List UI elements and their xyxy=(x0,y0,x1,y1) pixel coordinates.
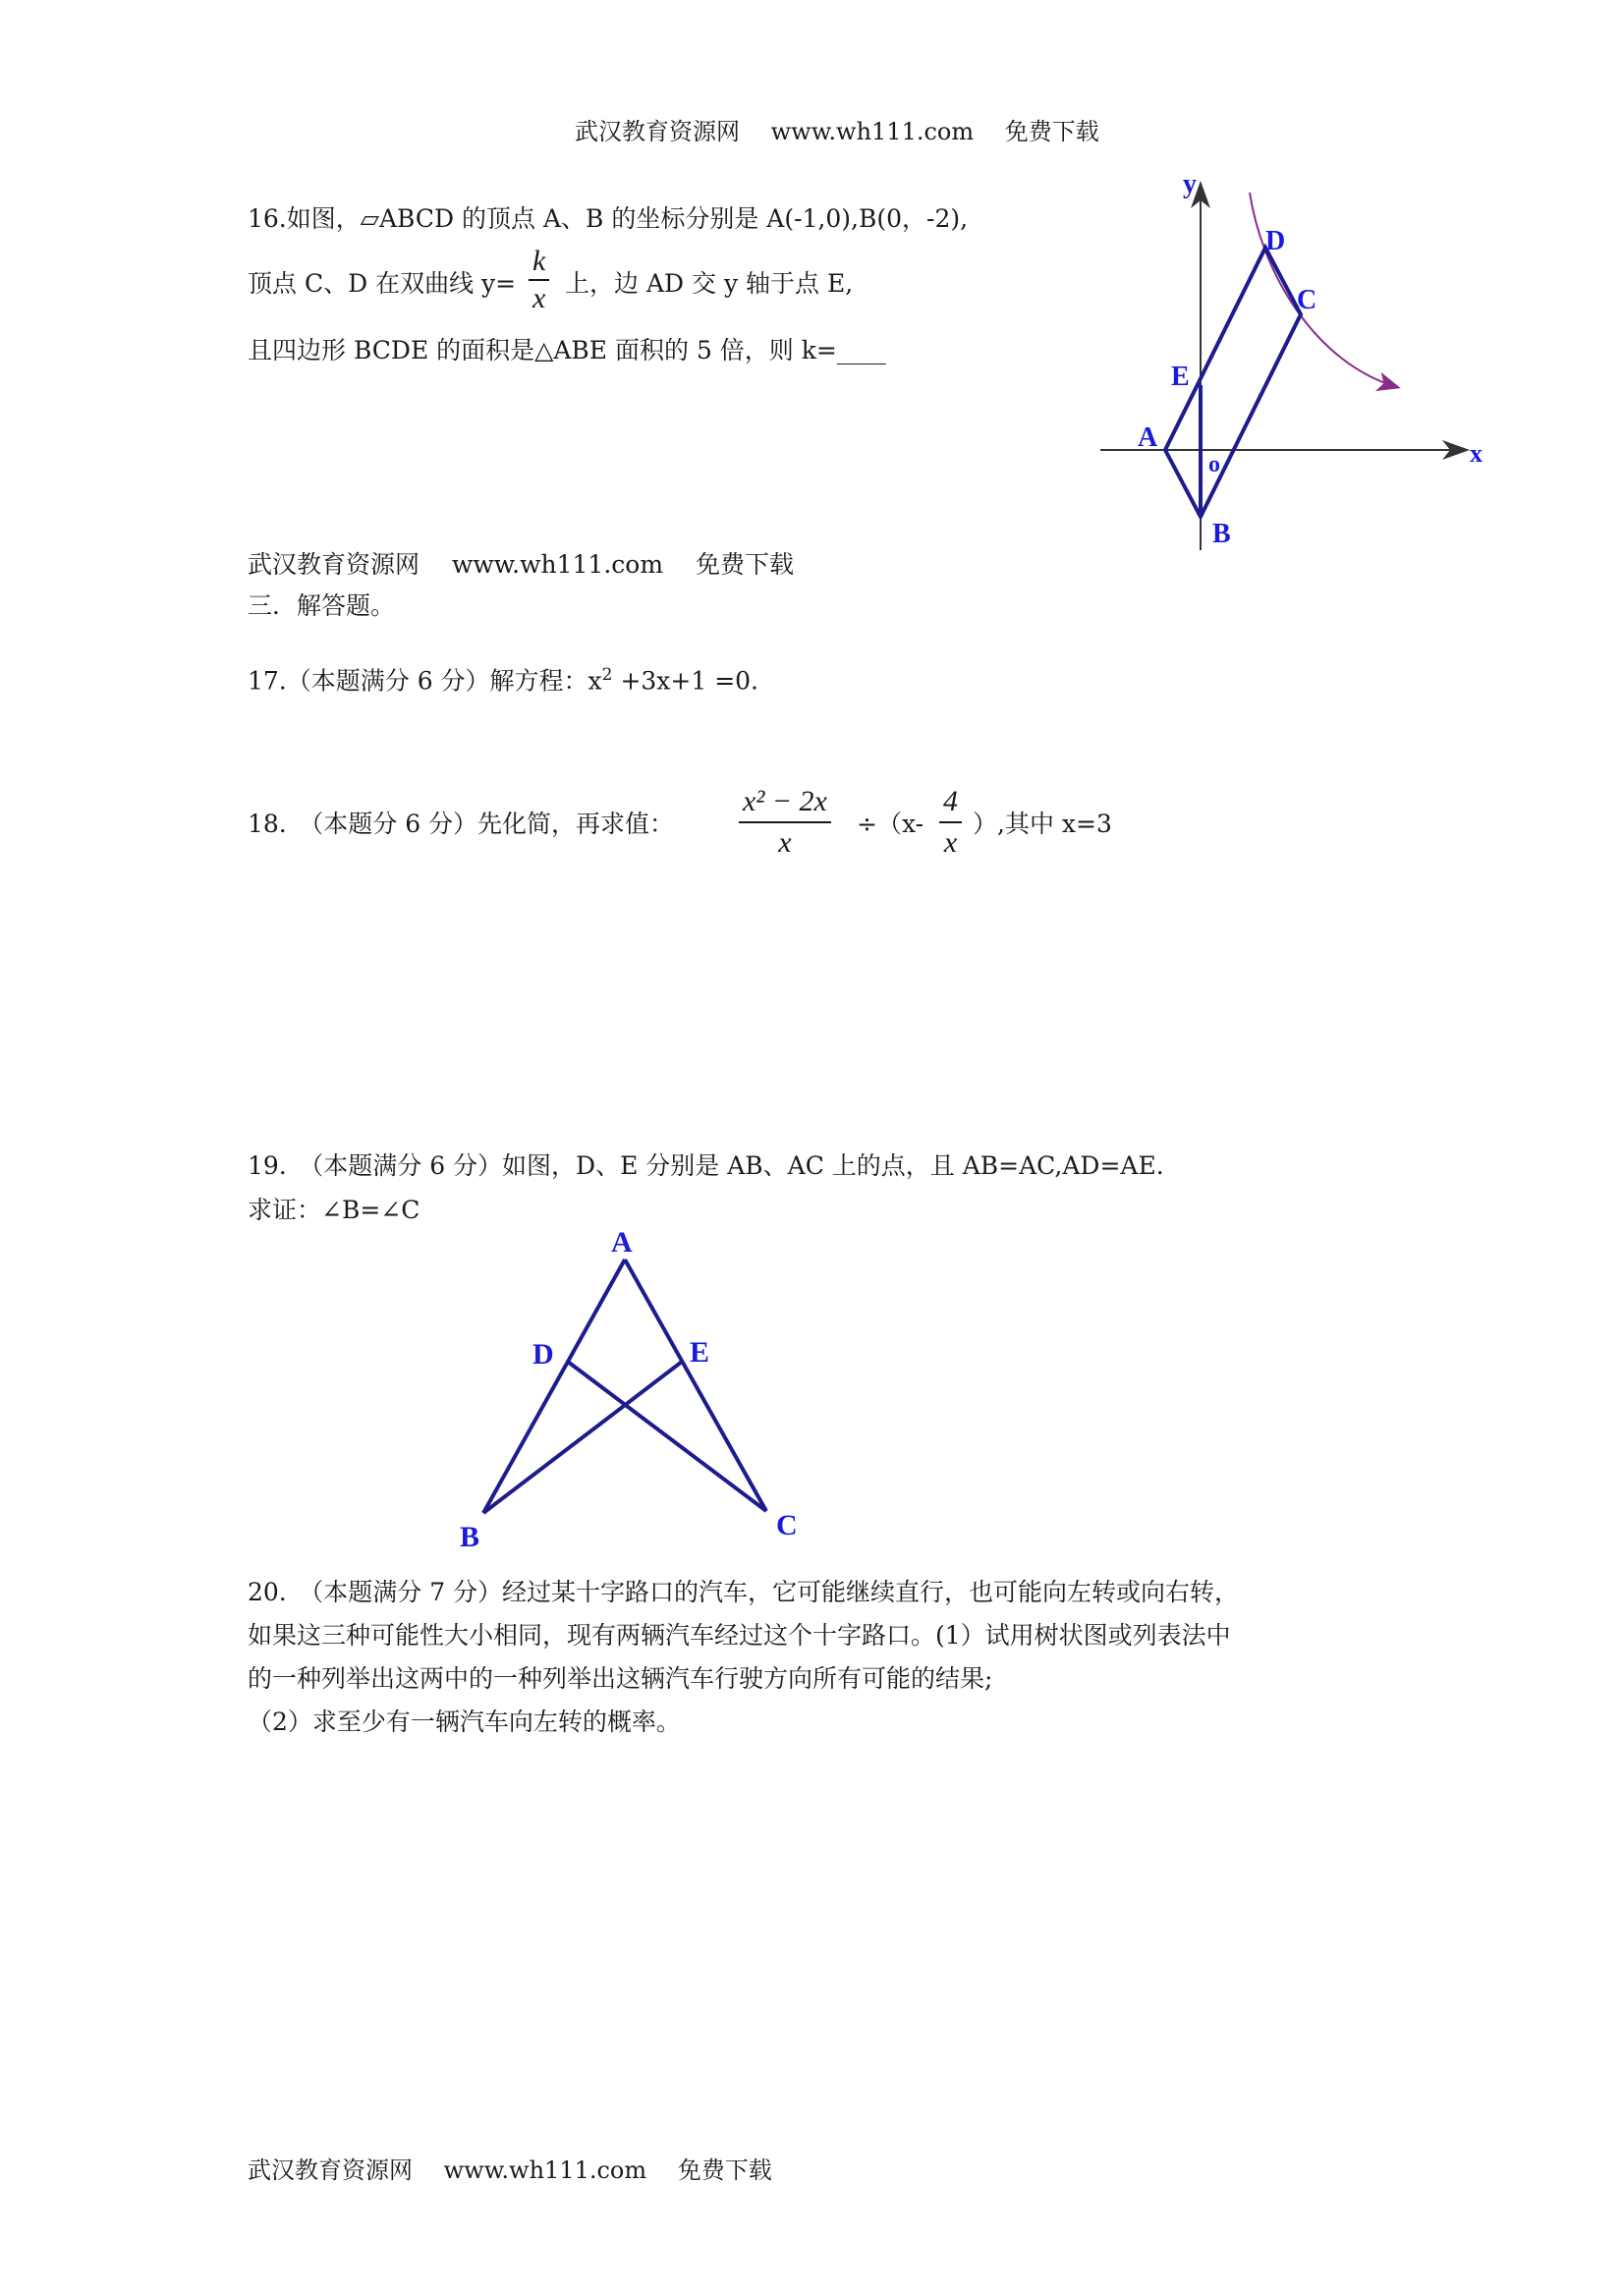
label-a: A xyxy=(611,1226,633,1259)
q20-line3: 的一种列举出这两中的一种列举出这辆汽车行驶方向所有可能的结果; xyxy=(248,1664,993,1693)
label-c: C xyxy=(776,1509,798,1541)
q16-fraction-den: x xyxy=(532,282,546,314)
q16-line2-pre: 顶点 C、D 在双曲线 y= xyxy=(248,269,517,298)
label-e: E xyxy=(690,1336,710,1369)
page-header: 武汉教育资源网 www.wh111.com 免费下载 xyxy=(575,118,1099,145)
label-a: A xyxy=(1138,422,1158,453)
q18-fraction2-num: 4 xyxy=(939,782,962,823)
hyperbola-curve xyxy=(1250,193,1397,387)
q16-line1: 16.如图，▱ABCD 的顶点 A、B 的坐标分别是 A(-1,0),B(0，-2), xyxy=(248,204,969,233)
q18-post: ）,其中 x=3 xyxy=(973,810,1112,838)
label-o: o xyxy=(1208,452,1220,477)
label-c: C xyxy=(1297,285,1317,315)
q18-mid: ÷（x- xyxy=(857,810,924,838)
q17-sup: 2 xyxy=(601,665,613,685)
label-e: E xyxy=(1171,362,1190,392)
q20-line4: （2）求至少有一辆汽车向左转的概率。 xyxy=(248,1708,681,1736)
q17-post: +3x+1 =0. xyxy=(612,666,758,696)
mid-watermark: 武汉教育资源网 www.wh111.com 免费下载 xyxy=(248,550,794,579)
q16-line3: 且四边形 BCDE 的面积是△ABE 面积的 5 倍，则 k=____ xyxy=(248,336,886,364)
q16-fraction xyxy=(529,244,549,316)
label-x: x xyxy=(1470,439,1483,468)
page-footer: 武汉教育资源网 www.wh111.com 免费下载 xyxy=(248,2156,772,2184)
q19-line1: 19. （本题满分 6 分）如图，D、E 分别是 AB、AC 上的点，且 AB=AC,AD=AE. xyxy=(248,1151,1164,1180)
q17-pre: 17.（本题满分 6 分）解方程：x xyxy=(248,666,602,696)
q16-line2-post: 上，边 AD 交 y 轴于点 E, xyxy=(565,269,854,298)
label-b: B xyxy=(1212,519,1231,549)
q19-line2: 求证：∠B=∠C xyxy=(248,1196,420,1224)
q18-fraction1-den: x xyxy=(778,826,792,859)
q18-fraction1-num: x² − 2x xyxy=(739,782,831,823)
section-title: 三．解答题。 xyxy=(248,591,396,620)
q16-figure xyxy=(1091,167,1503,560)
q18-fraction1 xyxy=(739,782,831,863)
label-d: D xyxy=(1265,226,1286,256)
q20-line1: 20. （本题满分 7 分）经过某十字路口的汽车，它可能继续直行，也可能向左转或向右转， xyxy=(248,1578,1240,1606)
label-d: D xyxy=(532,1338,554,1371)
label-y: y xyxy=(1183,169,1197,199)
segment-ac xyxy=(625,1260,766,1511)
q20-line2: 如果这三种可能性大小相同，现有两辆汽车经过这个十字路口。(1）试用树状图或列表法中 xyxy=(248,1621,1231,1650)
segment-eb xyxy=(483,1362,682,1513)
q18-fraction2-den: x xyxy=(943,826,958,859)
q18-pre: 18. （本题分 6 分）先化简，再求值： xyxy=(248,810,675,838)
q18-fraction2 xyxy=(939,782,962,863)
segment-dc xyxy=(568,1362,766,1511)
q17-text xyxy=(248,658,758,698)
q16-fraction-num: k xyxy=(529,244,549,281)
q19-figure xyxy=(442,1218,815,1552)
label-b: B xyxy=(460,1521,480,1552)
